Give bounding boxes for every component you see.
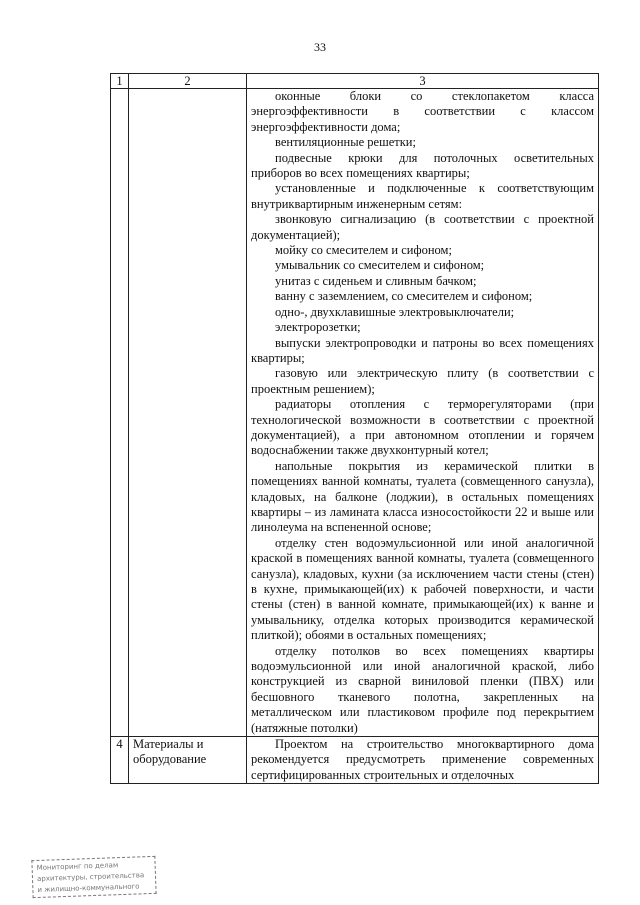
table-row <box>111 89 599 737</box>
paragraph: звонковую сигнализацию (в соответствии с проектной документацией); <box>251 212 594 242</box>
paragraph: радиаторы отопления с терморегуляторами (при технологической возможности в соответствии с проектной документацией), а при автономном отоплении и горячем водоснабжении также двухконтурный котел; <box>251 397 594 458</box>
paragraph: газовую или электрическую плиту (в соответствии с проектным решением); <box>251 366 594 396</box>
paragraph: вентиляционные решетки; <box>275 135 416 150</box>
header-cell-3: 3 <box>247 74 599 89</box>
row-content <box>247 89 599 737</box>
faded-stamp <box>31 856 156 898</box>
paragraph: мойку со смесителем и сифоном; <box>275 243 452 258</box>
paragraph: напольные покрытия из керамической плитки в помещениях ванной комнаты, туалета (совмещенного санузла), кладовых, на балконе (лоджии), в остальных помещениях квартиры – из ламината класса износостойкости 22 и выше или линолеума на вспененной основе; <box>251 458 594 535</box>
page-number: 33 <box>314 40 326 54</box>
paragraph: отделку стен водоэмульсионной или иной аналогичной краской в помещениях ванной комнаты, туалета (совмещенного санузла), кладовых, кухни (за исключением части стены (стен) в кухне, примыкающей(их) к рабочей поверхности, и части стены (стен) в ванной комнате, примыкающей(их) к ванне и умывальнику, отделка которых производится керамической плиткой); обоями в остальных помещениях; <box>251 535 594 643</box>
header-cell-1: 1 <box>111 74 129 89</box>
header-cell-2: 2 <box>129 74 247 89</box>
row-number <box>111 89 129 737</box>
paragraph: одно-, двухклавишные электровыключатели; <box>275 304 515 319</box>
stamp-line: Мониторинг по делам <box>36 861 119 872</box>
paragraph: унитаз с сиденьем и сливным бачком; <box>275 273 477 288</box>
paragraph: ванну с заземлением, со смесителем и сифоном; <box>275 289 533 304</box>
paragraph: электророзетки; <box>275 320 361 335</box>
stamp-line: и жилищно-коммунального <box>37 882 140 894</box>
table-header-row <box>111 74 599 89</box>
row-content <box>247 737 599 784</box>
paragraph: выпуски электропроводки и патроны во всех помещениях квартиры; <box>251 335 594 365</box>
row-name: Материалы и оборудование <box>129 737 247 784</box>
table-row <box>111 737 599 784</box>
paragraph: отделку потолков во всех помещениях квартиры водоэмульсионной или иной аналогичной краской, либо конструкцией из сварной виниловой пленки (ПВХ) или бесшовного тканевого полотна, закрепленных на металлическом или пластиковом профиле под перекрытием (натяжные потолки) <box>251 643 594 735</box>
paragraph: подвесные крюки для потолочных осветительных приборов во всех помещениях квартиры; <box>251 150 594 181</box>
paragraph: Проектом на строительство многоквартирного дома рекомендуется предусмотреть применение современных сертифицированных строительных и отделочных <box>251 737 594 782</box>
paragraph: установленные и подключенные к соответствующим внутриквартирным инженерным сетям: <box>251 181 594 211</box>
paragraph: оконные блоки со стеклопакетом класса энергоэффективности в соответствии с классом энергоэффективности дома; <box>251 89 594 134</box>
stamp-line: архитектуры, строительства <box>36 871 145 883</box>
requirements-table <box>110 73 599 784</box>
paragraph: умывальник со смесителем и сифоном; <box>275 258 485 273</box>
row-name <box>129 89 247 737</box>
row-number: 4 <box>111 737 129 784</box>
